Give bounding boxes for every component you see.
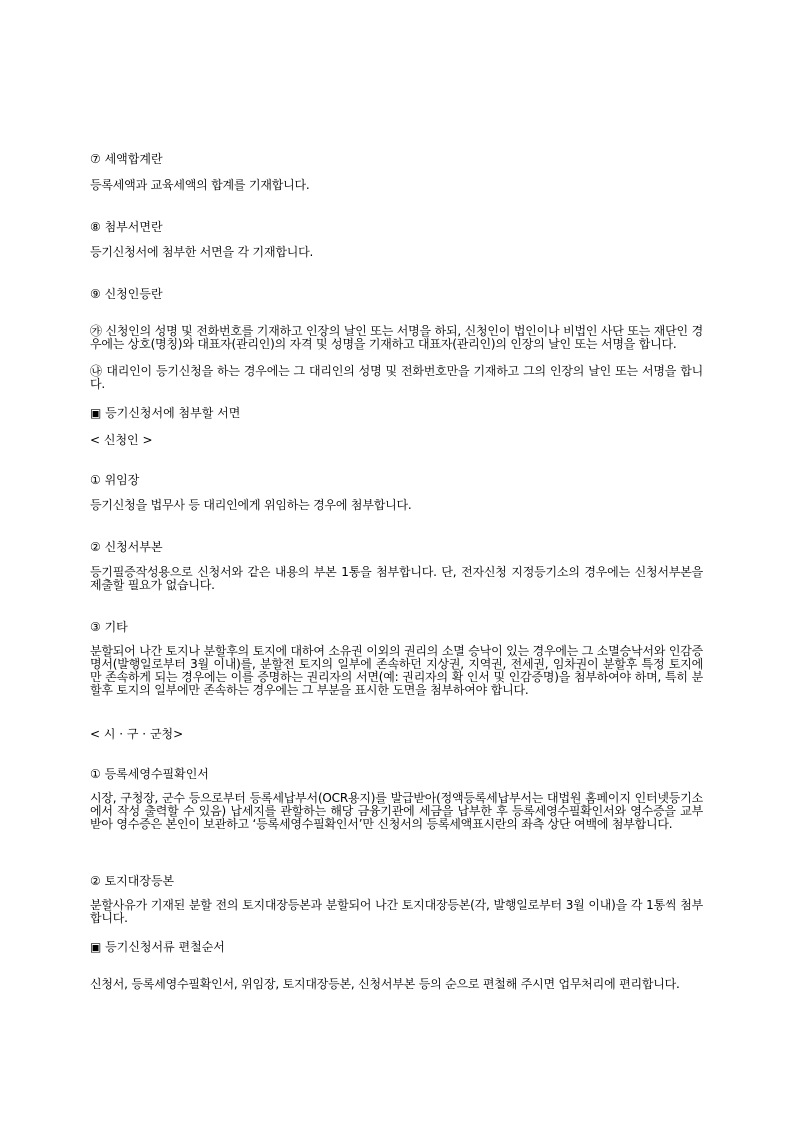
attach-duplicate-heading: ② 신청서부본 xyxy=(90,540,163,554)
attach-land-register-body: 분할사유가 기재된 분할 전의 토지대장등본과 분할되어 나간 토지대장등본(각, 발행일로부터 3월 이내)을 각 1통씩 첨부합니다. xyxy=(90,898,703,925)
attach-power-of-attorney-body: 등기신청을 법무사 등 대리인에게 위임하는 경우에 첨부합니다. xyxy=(90,498,412,512)
attach-tax-receipt-body: 시장, 구청장, 군수 등으로부터 등록세납부서(OCR용지)를 발급받아(정액등록세납부서는 대법원 홈페이지 인터넷등기소에서 작성 출력할 수 있음) 납세지를 관할하는 해당 금융기관에 세금을 납부한 후 등록세영수필확인서와 영수증을 교부받아 영수증은 본인이 보관하고 ‘등록세영수필확인서’만 신청서의 등록세액표시란의 좌측 상단 여백에 첨부합니다. xyxy=(90,791,703,831)
section-body-tax-total: 등록세액과 교육세액의 합계를 기재합니다. xyxy=(90,178,310,192)
applicant-item-b: ㉯ 대리인이 등기신청을 하는 경우에는 그 대리인의 성명 및 전화번호만을 기재하고 그의 인장의 날인 또는 서명을 합니다. xyxy=(90,364,703,391)
attach-duplicate-body: 등기필증작성용으로 신청서와 같은 내용의 부본 1통을 첨부합니다. 단, 전자신청 지정등기소의 경우에는 신청서부본을 제출할 필요가 없습니다. xyxy=(90,565,703,592)
applicant-item-a: ㉮ 신청인의 성명 및 전화번호를 기재하고 인장의 날인 또는 서명을 하되, 신청인이 법인이나 비법인 사단 또는 재단인 경우에는 상호(명칭)와 대표자(관리인)의 자격 및 성명을 기재하고 대표자(관리인)의 인장의 날인 또는 서명을 합니다. xyxy=(90,324,703,351)
binding-order-body: 신청서, 등록세영수필확인서, 위임장, 토지대장등본, 신청서부본 등의 순으로 편철해 주시면 업무처리에 편리합니다. xyxy=(90,977,680,991)
attach-power-of-attorney-heading: ① 위임장 xyxy=(90,473,140,487)
office-subheading: < 시 · 구 · 군청> xyxy=(90,727,184,741)
section-heading-tax-total: ⑦ 세액합계란 xyxy=(90,152,163,166)
attach-other-body: 분할되어 나간 토지나 분할후의 토지에 대하여 소유권 이외의 권리의 소멸 승낙이 있는 경우에는 그 소멸승낙서와 인감증명서(발행일로부터 3월 이내)를, 분할전 토지의 일부에 존속하던 지상권, 지역권, 전세권, 임차권이 분할후 특정 토지에만 존속하게 되는 경우에는 이를 증명하는 권리자의 서면(예: 권리자의 확 인서 및 인감증명)을 첨부하여야 하며, 특히 분할후 토지의 일부에만 존속하는 경우에는 그 부분을 표시한 도면을 첨부하여야 합니다. xyxy=(90,644,703,697)
attach-land-register-heading: ② 토지대장등본 xyxy=(90,874,175,888)
section-heading-applicant: ⑨ 신청인등란 xyxy=(90,287,163,301)
section-heading-attachments: ⑧ 첨부서면란 xyxy=(90,220,163,234)
section-body-attachments: 등기신청서에 첨부한 서면을 각 기재합니다. xyxy=(90,245,314,259)
applicant-subheading: < 신청인 > xyxy=(90,433,153,447)
attach-tax-receipt-heading: ① 등록세영수필확인서 xyxy=(90,767,209,781)
binding-order-heading: ▣ 등기신청서류 편철순서 xyxy=(90,940,225,954)
attach-other-heading: ③ 기타 xyxy=(90,620,128,634)
attachments-main-heading: ▣ 등기신청서에 첨부할 서면 xyxy=(90,406,241,420)
